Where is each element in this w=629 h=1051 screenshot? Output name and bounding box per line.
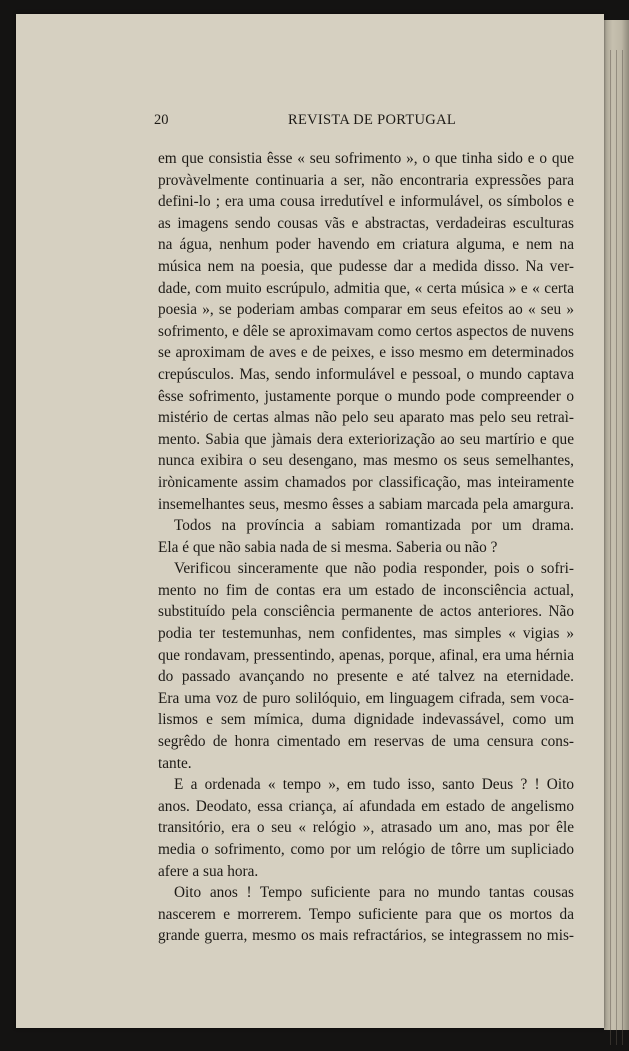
text-line: podia ter testemunhas, nem confidentes, mas simples « vigias » xyxy=(158,625,574,643)
text-line: sofrimento, e dêle se aproximavam como certos aspectos de nuvens xyxy=(158,322,574,340)
text-line: crepúsculos. Mas, sendo informulável e pessoal, o mundo captava xyxy=(158,365,574,383)
text-line: Ela é que não sabia nada de si mesma. Saberia ou não ? xyxy=(158,538,498,556)
text-line: segrêdo de honra cimentado em reservas de uma censura cons- xyxy=(158,733,574,751)
page-edge xyxy=(604,20,629,1030)
text-line: na água, nenhum poder havendo em criatura alguma, e nem na xyxy=(158,236,574,254)
text-line: nascerem e morrerem. Tempo suficiente para que os mortos da xyxy=(158,905,574,923)
text-line: que rondavam, pressentindo, apenas, porque, afinal, era uma hérnia xyxy=(158,646,574,664)
body-text xyxy=(158,148,574,947)
running-title: REVISTA DE PORTUGAL xyxy=(288,112,457,128)
text-line: E a ordenada « tempo », em tudo isso, santo Deus ? ! Oito xyxy=(174,776,574,794)
text-line: nunca exibira o seu desengano, mas mesmo os seus semelhantes, xyxy=(158,452,574,470)
page-number: 20 xyxy=(154,112,169,128)
text-line: mento. Sabia que jàmais dera exteriorização ao seu martírio e que xyxy=(158,430,574,448)
text-line: do passado avançando no presente e até talvez na eternidade. xyxy=(158,668,574,686)
text-line: tante. xyxy=(158,754,192,772)
text-line: irònicamente assim chamados por classificação, mas inteiramente xyxy=(158,473,574,491)
text-line: provàvelmente continuaria a ser, não encontraria expressões para xyxy=(158,171,574,189)
page-edge-line xyxy=(622,50,623,1045)
text-line: as imagens sendo cousas vãs e abstractas, verdadeiras esculturas xyxy=(158,214,574,232)
text-line: grande guerra, mesmo os mais refractários, se integrassem no mis- xyxy=(158,927,574,945)
text-line: mistério de certas almas não pelo seu aparato mas pelo seu retraì- xyxy=(158,409,574,427)
text-line: poesia », se poderiam ambas comparar em seus efeitos ao « seu » xyxy=(158,301,574,319)
text-line: mento no fim de contas era um estado de inconsciência actual, xyxy=(158,581,574,599)
text-line: defini-lo ; era uma cousa irredutível e informulável, os símbolos e xyxy=(158,193,574,211)
text-line: transitório, era o seu « relógio », atrasado um ano, mas por êle xyxy=(158,819,574,837)
page-edge-line xyxy=(610,50,611,1045)
text-line: afere a sua hora. xyxy=(158,862,259,880)
text-line: lismos e sem mímica, duma dignidade indevassável, como um xyxy=(158,711,574,729)
text-line: Todos na província a sabiam romantizada por um drama. xyxy=(174,517,574,535)
text-line: em que consistia êsse « seu sofrimento », o que tinha sido e o que xyxy=(158,150,574,167)
text-line: se aproximam de aves e de peixes, e isso mesmo em determinados xyxy=(158,344,574,362)
text-line: Verificou sinceramente que não podia responder, pois o sofri- xyxy=(174,560,574,578)
page-edge-line xyxy=(616,50,617,1045)
text-line: anos. Deodato, essa criança, aí afundada em estado de angelismo xyxy=(158,797,574,815)
text-line: dade, com muito escrúpulo, admitia que, « certa música » e « certa xyxy=(158,279,574,297)
text-line: substituído pela consciência permanente de actos anteriores. Não xyxy=(158,603,574,621)
text-line: Era uma voz de puro solilóquio, em linguagem cifrada, sem voca- xyxy=(158,689,574,707)
text-line: êsse sofrimento, justamente porque o mundo pode compreender o xyxy=(158,387,574,405)
text-line: insemelhantes seus, mesmo êsses a sabiam marcada pela amargura. xyxy=(158,495,574,513)
text-line: música nem na poesia, que pudesse dar a medida disso. Na ver- xyxy=(158,257,574,275)
text-line: Oito anos ! Tempo suficiente para no mundo tantas cousas xyxy=(174,884,574,902)
text-line: media o sofrimento, como por um relógio de tôrre um supliciado xyxy=(158,841,574,858)
page-header xyxy=(154,112,575,134)
